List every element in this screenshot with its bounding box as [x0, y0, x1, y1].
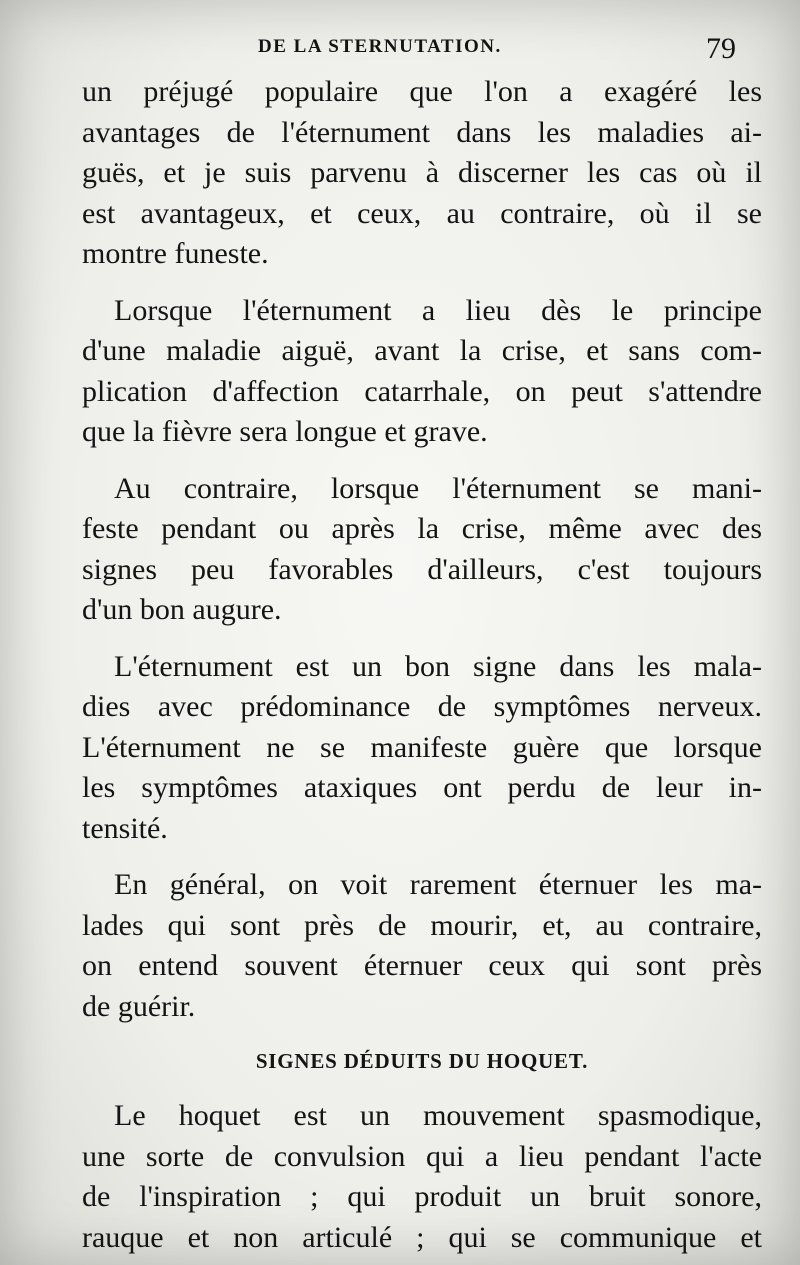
text-line: L'éternument est un bon signe dans les mala- [114, 649, 762, 683]
paragraph [82, 865, 762, 1027]
text-line: Le hoquet est un mouvement spasmodique, [114, 1099, 762, 1132]
text-line: d'une maladie aiguë, avant la crise, et sans com- [82, 334, 762, 367]
text-line: est avantageux, et ceux, au contraire, où il se [82, 196, 762, 230]
paragraph [82, 291, 762, 453]
text-line: on entend souvent éternuer ceux qui sont près [82, 949, 762, 982]
page-body [82, 72, 762, 1265]
text-line: les symptômes ataxiques ont perdu de leur in- [82, 771, 762, 804]
text-line: de l'inspiration ; qui produit un bruit sonore, [82, 1180, 762, 1213]
text-line: feste pendant ou après la crise, même avec des [82, 512, 762, 545]
text-line: L'éternument ne se manifeste guère que lorsque [82, 730, 762, 764]
text-line: dies avec prédominance de symptômes nerveux. [82, 690, 762, 723]
text-line: de guérir. [82, 989, 196, 1023]
paragraph [82, 647, 762, 850]
text-line: avantages de l'éternument dans les maladies ai- [82, 115, 762, 149]
text-line: d'un bon augure. [82, 593, 282, 626]
paragraph [82, 469, 762, 631]
paragraph [82, 72, 762, 275]
page-number: 79 [706, 32, 736, 65]
text-line: tensité. [82, 811, 168, 845]
text-line: En général, on voit rarement éternuer les ma- [114, 868, 762, 901]
text-line: une sorte de convulsion qui a lieu pendant l'acte [82, 1139, 762, 1173]
section-heading: SIGNES DÉDUITS DU HOQUET. [255, 1049, 589, 1073]
text-line: Lorsque l'éternument a lieu dès le principe [114, 293, 762, 327]
text-line: un préjugé populaire que l'on a exagéré les [82, 75, 762, 108]
paragraph [82, 1096, 762, 1258]
running-title: DE LA STERNUTATION. [258, 36, 502, 57]
text-line: Au contraire, lorsque l'éternument se mani- [114, 471, 762, 505]
page-header [84, 22, 736, 72]
text-line: montre funeste. [82, 237, 269, 270]
text-line: lades qui sont près de mourir, et, au contraire, [82, 908, 762, 942]
text-line: guës, et je suis parvenu à discerner les cas où il [82, 156, 762, 189]
text-line: plication d'affection catarrhale, on peut s'attendre [82, 374, 762, 408]
text-line: que la fièvre sera longue et grave. [82, 415, 488, 448]
text-line: signes peu favorables d'ailleurs, c'est toujours [82, 552, 762, 586]
text-line: rauque et non articulé ; qui se communique et [82, 1220, 762, 1254]
